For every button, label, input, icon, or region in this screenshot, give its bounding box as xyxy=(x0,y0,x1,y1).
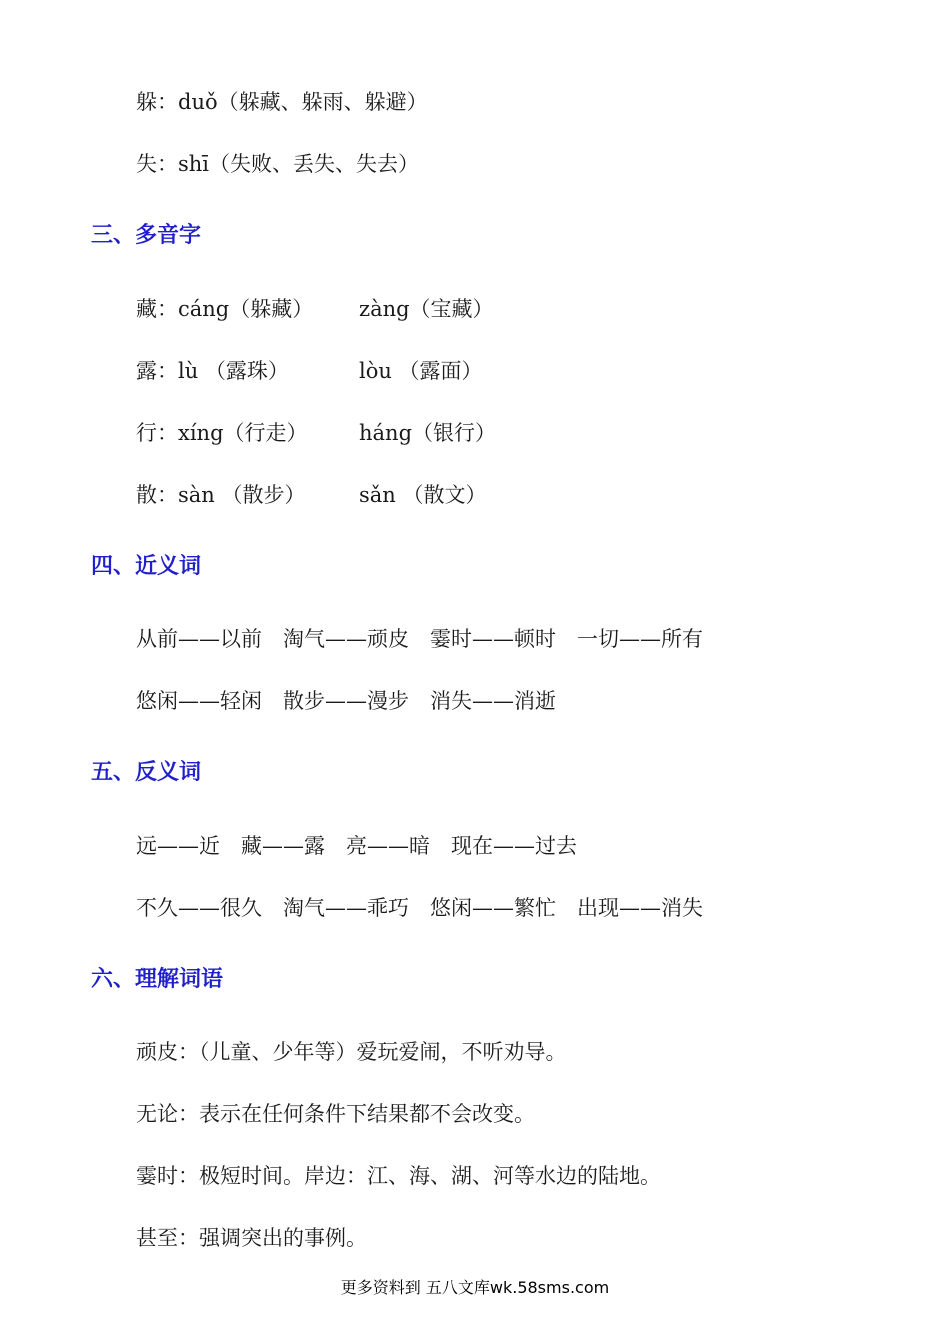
antonym-line: 不久——很久 淘气——乖巧 悠闲——繁忙 出现——消失 xyxy=(136,896,703,920)
synonym-line: 悠闲——轻闲 散步——漫步 消失——消逝 xyxy=(136,689,556,713)
pronunciation-duo: 躲：duǒ（躲藏、躲雨、躲避） xyxy=(136,90,428,114)
polyphone-right: zàng（宝藏） xyxy=(359,297,494,321)
polyphone-left: 露：lù （露珠） xyxy=(136,359,289,383)
section-heading-synonyms: 四、近义词 xyxy=(91,554,202,579)
section-heading-antonyms: 五、反义词 xyxy=(91,760,202,785)
polyphone-left: 藏：cáng（躲藏） xyxy=(136,297,314,321)
antonym-line: 远——近 藏——露 亮——暗 现在——过去 xyxy=(136,834,577,858)
section-heading-polyphones: 三、多音字 xyxy=(91,223,202,248)
polyphone-left: 散：sàn （散步） xyxy=(136,483,306,507)
synonym-line: 从前——以前 淘气——顽皮 霎时——顿时 一切——所有 xyxy=(136,627,703,651)
polyphone-right: lòu （露面） xyxy=(359,359,483,383)
section-heading-definitions: 六、理解词语 xyxy=(91,967,224,992)
pronunciation-shi: 失：shī（失败、丢失、失去） xyxy=(136,152,420,176)
polyphone-right: sǎn （散文） xyxy=(359,483,487,507)
polyphone-right: háng（银行） xyxy=(359,421,497,445)
definition-line: 甚至：强调突出的事例。 xyxy=(136,1226,367,1250)
definition-line: 顽皮：（儿童、少年等）爱玩爱闹，不听劝导。 xyxy=(136,1040,567,1064)
definition-line: 无论：表示在任何条件下结果都不会改变。 xyxy=(136,1102,535,1126)
polyphone-left: 行：xíng（行走） xyxy=(136,421,308,445)
footer-link[interactable]: 更多资料到 五八文库wk.58sms.com xyxy=(340,1278,610,1297)
definition-line: 霎时：极短时间。岸边：江、海、湖、河等水边的陆地。 xyxy=(136,1164,661,1188)
